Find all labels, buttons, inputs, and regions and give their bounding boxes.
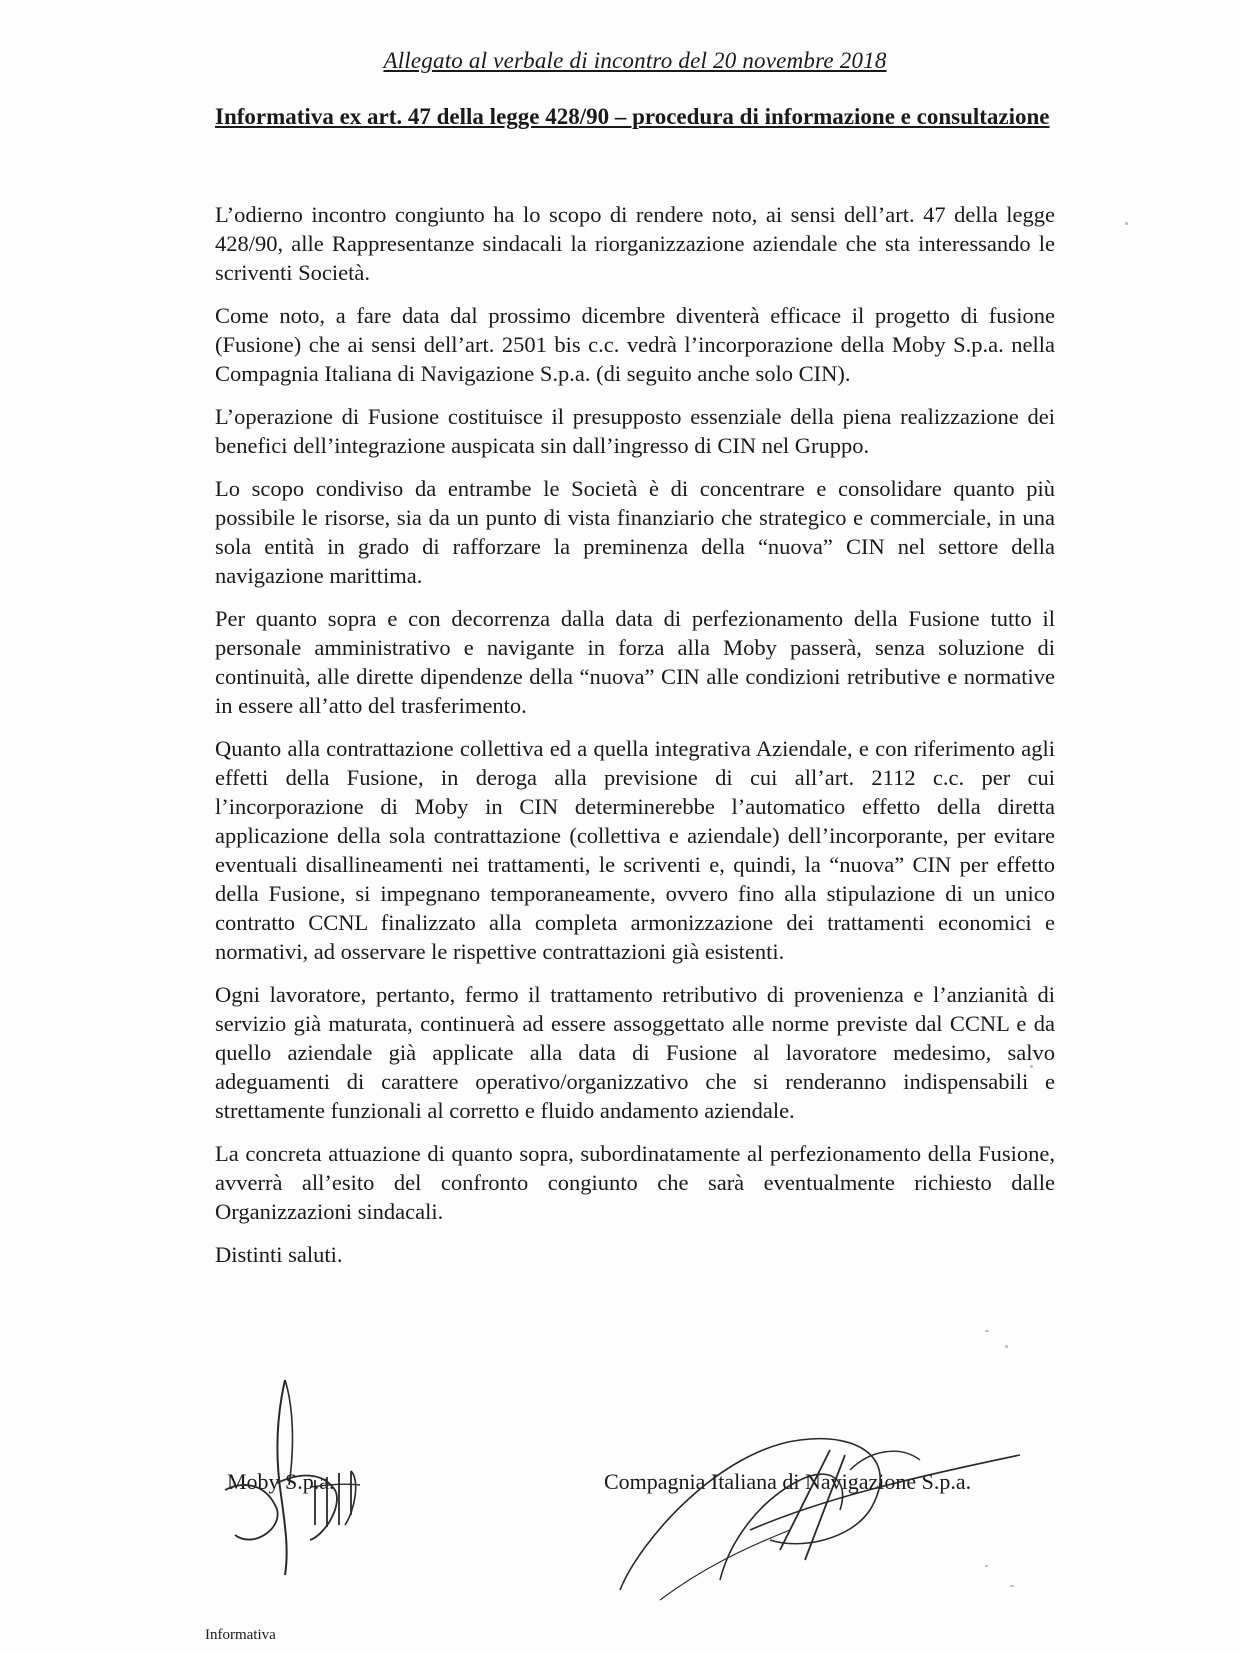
scan-speck <box>985 1565 988 1567</box>
document-body <box>215 200 1055 1269</box>
footer-label: Informativa <box>205 1627 276 1643</box>
paragraph-merger: Come noto, a fare data dal prossimo dicembre diventerà efficace il progetto di fusione (Fusione) che ai sensi dell’art. 2501 bis c.c. vedrà l’incorporazione della Moby S.p.a. nella Compagnia Italiana di Navigazione S.p.a. (di seguito anche solo CIN). <box>215 303 1055 386</box>
scan-speck <box>1030 1065 1033 1068</box>
paragraph-implementation: La concreta attuazione di quanto sopra, subordinatamente al perfezionamento della Fusione, avverrà all’esito del confronto congiunto che sarà eventualmente richiesto dalle Organizzazioni sindacali. <box>215 1141 1055 1224</box>
paragraph-workers: Ogni lavoratore, pertanto, fermo il trattamento retributivo di provenienza e l’anzianità di servizio già maturata, continuerà ad essere assoggettato alle norme previste dal CCNL e da quello aziendale già applicate alla data di Fusione al lavoratore medesimo, salvo adeguamenti di carattere operativo/organizzativo che si renderanno indispensabili e strettamente funzionali al corretto e fluido andamento aziendale. <box>215 982 1055 1123</box>
scan-speck <box>985 1330 989 1332</box>
document-title: Informativa ex art. 47 della legge 428/90 – procedura di informazione e consultazione <box>215 104 1050 129</box>
paragraph-bargaining: Quanto alla contrattazione collettiva ed a quella integrativa Aziendale, e con riferimento agli effetti della Fusione, in deroga alla previsione di cui all’art. 2112 c.c. per cui l’incorporazione di Moby in CIN determinerebbe l’automatico effetto della diretta applicazione della sola contrattazione (collettiva e aziendale) dell’incorporante, per evitare eventuali disallineamenti nei trattamenti, le scriventi e, quindi, la “nuova” CIN per effetto della Fusione, si impegnano temporaneamente, ovvero fino alla stipulazione di un unico contratto CCNL finalizzato alla completa armonizzazione dei trattamenti economici e normativi, ad osservare le rispettive contrattazioni già esistenti. <box>215 736 1055 964</box>
paragraph-operation: L’operazione di Fusione costituisce il presupposto essenziale della piena realizzazione dei benefici dell’integrazione auspicata sin dall’ingresso di CIN nel Gruppo. <box>215 404 1055 458</box>
paragraph-purpose: Lo scopo condiviso da entrambe le Società è di concentrare e consolidare quanto più possibile le risorse, sia da un punto di vista finanziario che strategico e commerciale, in una sola entità in grado di rafforzare la preminenza della “nuova” CIN nel settore della navigazione marittima. <box>215 476 1055 588</box>
signatory-cin: Compagnia Italiana di Navigazione S.p.a. <box>604 1469 972 1494</box>
paragraph-personnel: Per quanto sopra e con decorrenza dalla data di perfezionamento della Fusione tutto il personale amministrativo e navigante in forza alla Moby passerà, senza soluzione di continuità, alle dirette dipendenze della “nuova” CIN alle condizioni retributive e normative in essere all’atto del trasferimento. <box>215 606 1055 718</box>
paragraph-intro: L’odierno incontro congiunto ha lo scopo di rendere noto, ai sensi dell’art. 47 della legge 428/90, alle Rappresentanze sindacali la riorganizzazione aziendale che sta interessando le scriventi Società. <box>215 202 1055 285</box>
annex-header: Allegato al verbale di incontro del 20 novembre 2018 <box>383 48 887 73</box>
scan-speck <box>1125 222 1128 225</box>
scan-speck <box>1005 1345 1008 1348</box>
closing-greeting: Distinti saluti. <box>215 1242 343 1267</box>
scan-speck <box>1010 1585 1014 1587</box>
signature-right-icon <box>600 1410 1060 1610</box>
signatory-moby: Moby S.p.a. <box>227 1469 335 1494</box>
